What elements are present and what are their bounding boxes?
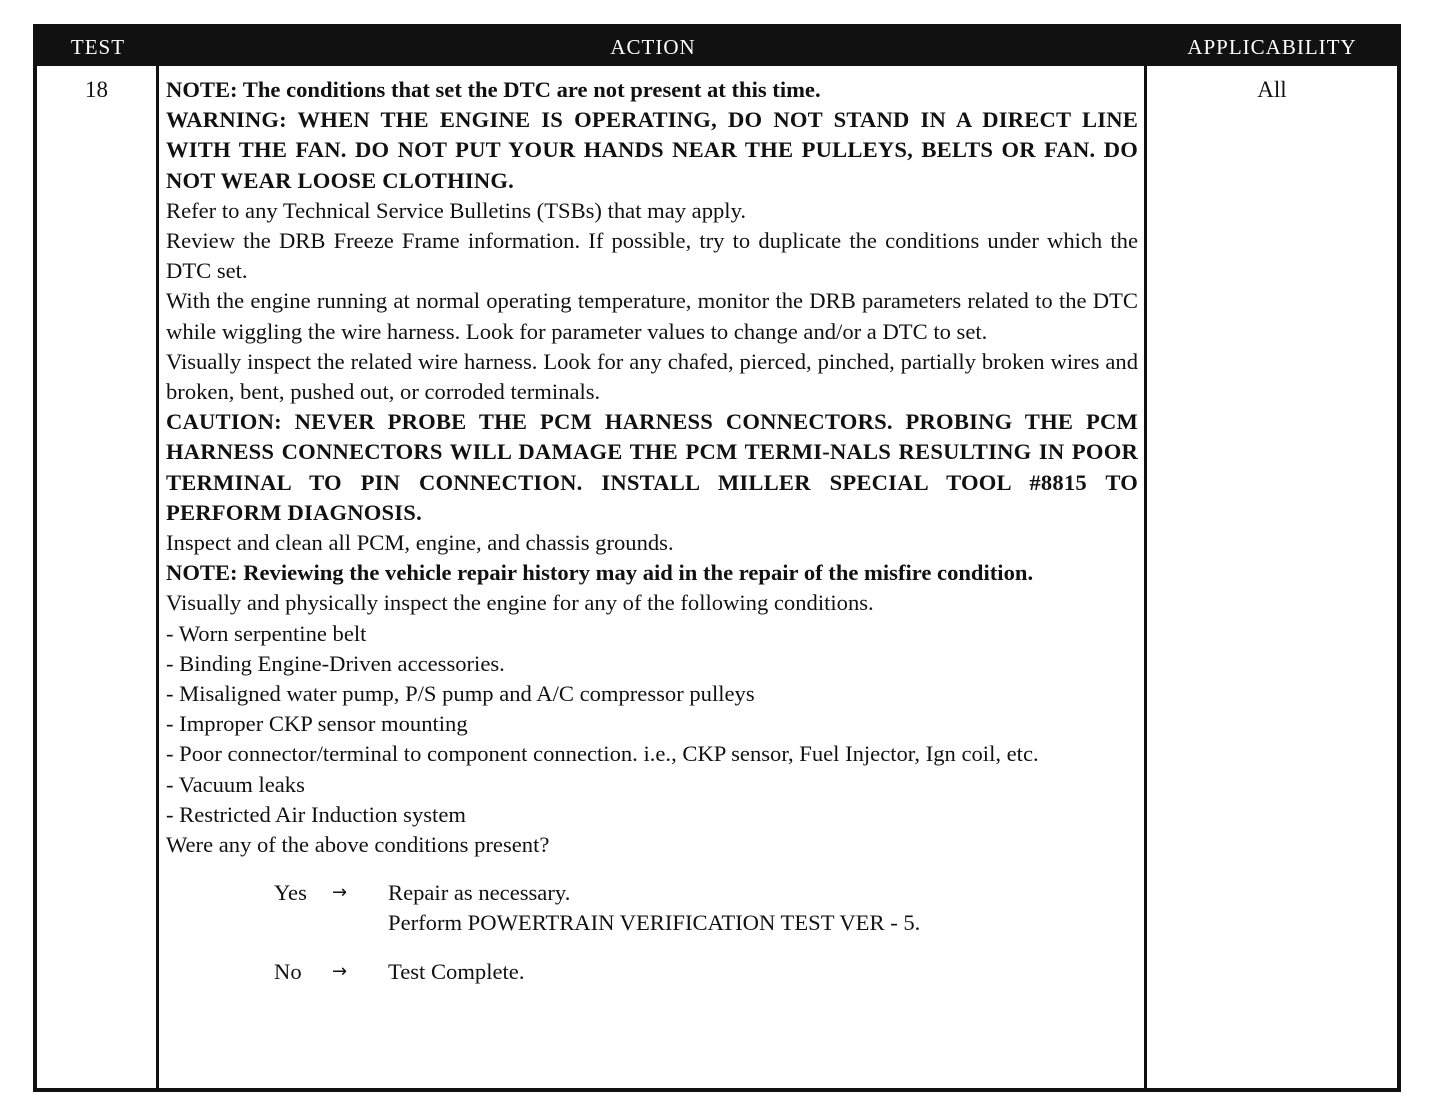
no-label: No [274,959,302,985]
engine-inspection-instruction: Visually and physically inspect the engine for any of the following conditions. [166,590,874,616]
test-number: 18 [37,66,159,1088]
header-applicability: APPLICABILITY [1187,34,1357,59]
list-item: - Poor connector/terminal to component connection. i.e., CKP sensor, Fuel Injector, Ign coil, etc. [166,741,1039,767]
yes-label: Yes [274,880,307,906]
list-item: - Worn serpentine belt [166,620,367,646]
header-action: ACTION [610,34,696,59]
note-repair-history: NOTE: Reviewing the vehicle repair history may aid in the repair of the misfire condition. [166,560,1034,586]
table-header [37,28,1397,66]
no-result [388,957,524,987]
yes-result [388,878,920,937]
answer-no [274,957,1138,987]
right-arrow-icon: → [332,961,348,983]
diagnostic-table [33,24,1401,1092]
caution-text: CAUTION: NEVER PROBE THE PCM HARNESS CONNECTORS. PROBING THE PCM HARNESS CONNECTORS WILL DAMAGE THE PCM TERMI-NALS RESULTING IN POOR TERMINAL TO PIN CONNECTION. INSTALL MILLER SPECIAL TOOL #8815 TO PERFORM DIAGNOSIS. [166,409,1138,525]
note-conditions: NOTE: The conditions that set the DTC are not present at this time. [166,77,821,102]
question-text: Were any of the above conditions present? [166,832,550,858]
harness-inspection-instruction: Visually inspect the related wire harness. Look for any chafed, pierced, pinched, partially broken wires and broken, bent, pushed out, or corroded terminals. [166,348,1138,405]
grounds-instruction: Inspect and clean all PCM, engine, and chassis grounds. [166,530,674,556]
table-row [37,66,1397,1088]
list-item: - Binding Engine-Driven accessories. [166,650,505,676]
list-item: - Vacuum leaks [166,771,305,797]
warning-text: WARNING: WHEN THE ENGINE IS OPERATING, DO NOT STAND IN A DIRECT LINE WITH THE FAN. DO NOT PUT YOUR HANDS NEAR THE PULLEYS, BELTS OR FAN. DO NOT WEAR LOOSE CLOTHING. [166,107,1138,193]
action-cell [159,66,1147,1088]
monitor-instruction: With the engine running at normal operating temperature, monitor the DRB parameters related to the DTC while wiggling the wire harness. Look for parameter values to change and/or a DTC to set. [166,288,1138,344]
answer-options [274,878,1138,987]
header-test: TEST [70,34,126,59]
list-item: - Misaligned water pump, P/S pump and A/C compressor pulleys [166,681,755,707]
right-arrow-icon: → [332,882,348,904]
list-item: - Improper CKP sensor mounting [166,711,468,737]
no-result-line: Test Complete. [388,959,525,985]
freeze-frame-instruction: Review the DRB Freeze Frame information. If possible, try to duplicate the conditions under which the DTC set. [166,228,1138,284]
yes-result-line: Repair as necessary. [388,880,571,906]
answer-yes [274,878,1138,937]
yes-result-line: Perform POWERTRAIN VERIFICATION TEST VER - 5. [388,909,921,935]
applicability-value: All [1257,77,1287,102]
list-item: - Restricted Air Induction system [166,801,466,827]
tsb-instruction: Refer to any Technical Service Bulletins (TSBs) that may apply. [166,197,747,223]
